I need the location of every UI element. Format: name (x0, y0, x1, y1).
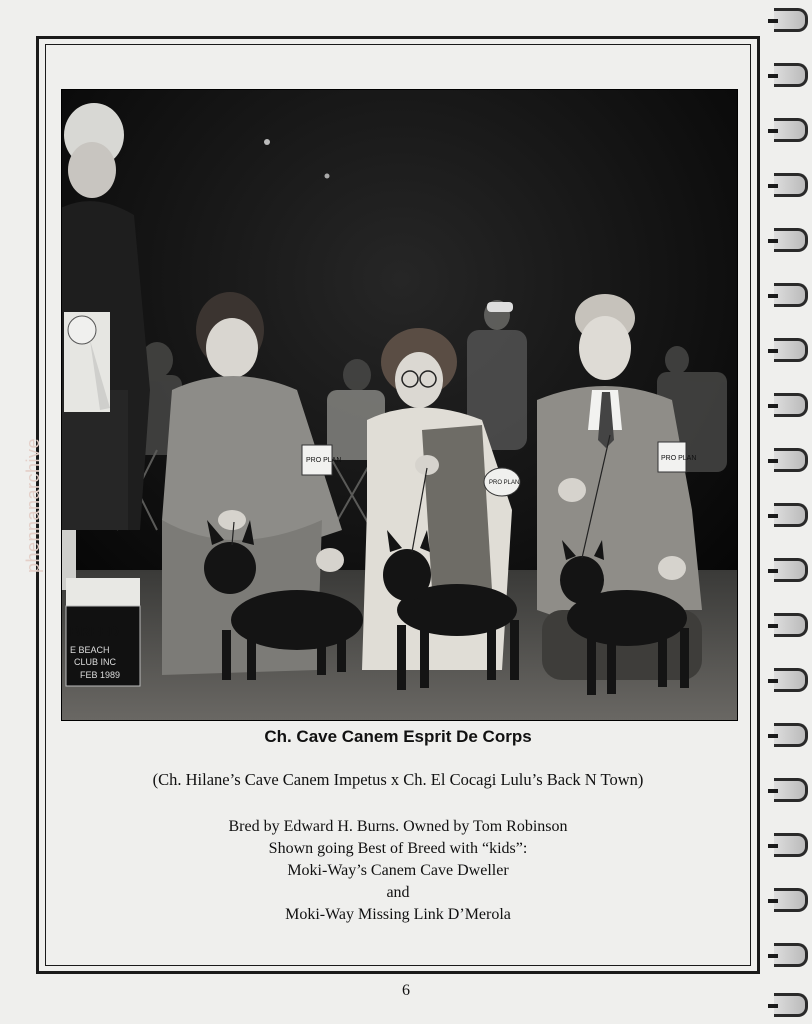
breed-sign (66, 578, 140, 686)
caption-details (46, 816, 750, 926)
show-photograph (61, 89, 738, 721)
dog-name-title: Ch. Cave Canem Esprit De Corps (264, 727, 532, 746)
breeder-owner-line: Bred by Edward H. Burns. Owned by Tom Robinson (228, 818, 568, 835)
sign-title: BREED (70, 623, 120, 639)
sign-line-1: E BEACH (70, 645, 110, 655)
shown-line: Shown going Best of Breed with “kids”: (268, 840, 528, 857)
photo-illustration (62, 90, 738, 721)
kid-name-2: Moki-Way Missing Link D’Merola (285, 906, 511, 923)
sign-line-2: CLUB INC (74, 657, 117, 667)
sign-line-3: FEB 1989 (80, 670, 121, 680)
parentage-line: (Ch. Hilane’s Cave Canem Impetus x Ch. El Cocagi Lulu’s Back N Town) (152, 770, 644, 789)
kid-name-1: Moki-Way’s Canem Cave Dweller (287, 862, 509, 879)
armband-middle: PRO PLAN (489, 480, 520, 486)
and-line: and (386, 884, 410, 901)
armband-right: PRO PLAN (661, 455, 697, 462)
watermark: phennanarchive (23, 437, 44, 574)
page-number: 6 (402, 982, 410, 999)
spiral-binding (768, 0, 812, 1024)
armband-left: PRO PLAN (306, 457, 342, 464)
